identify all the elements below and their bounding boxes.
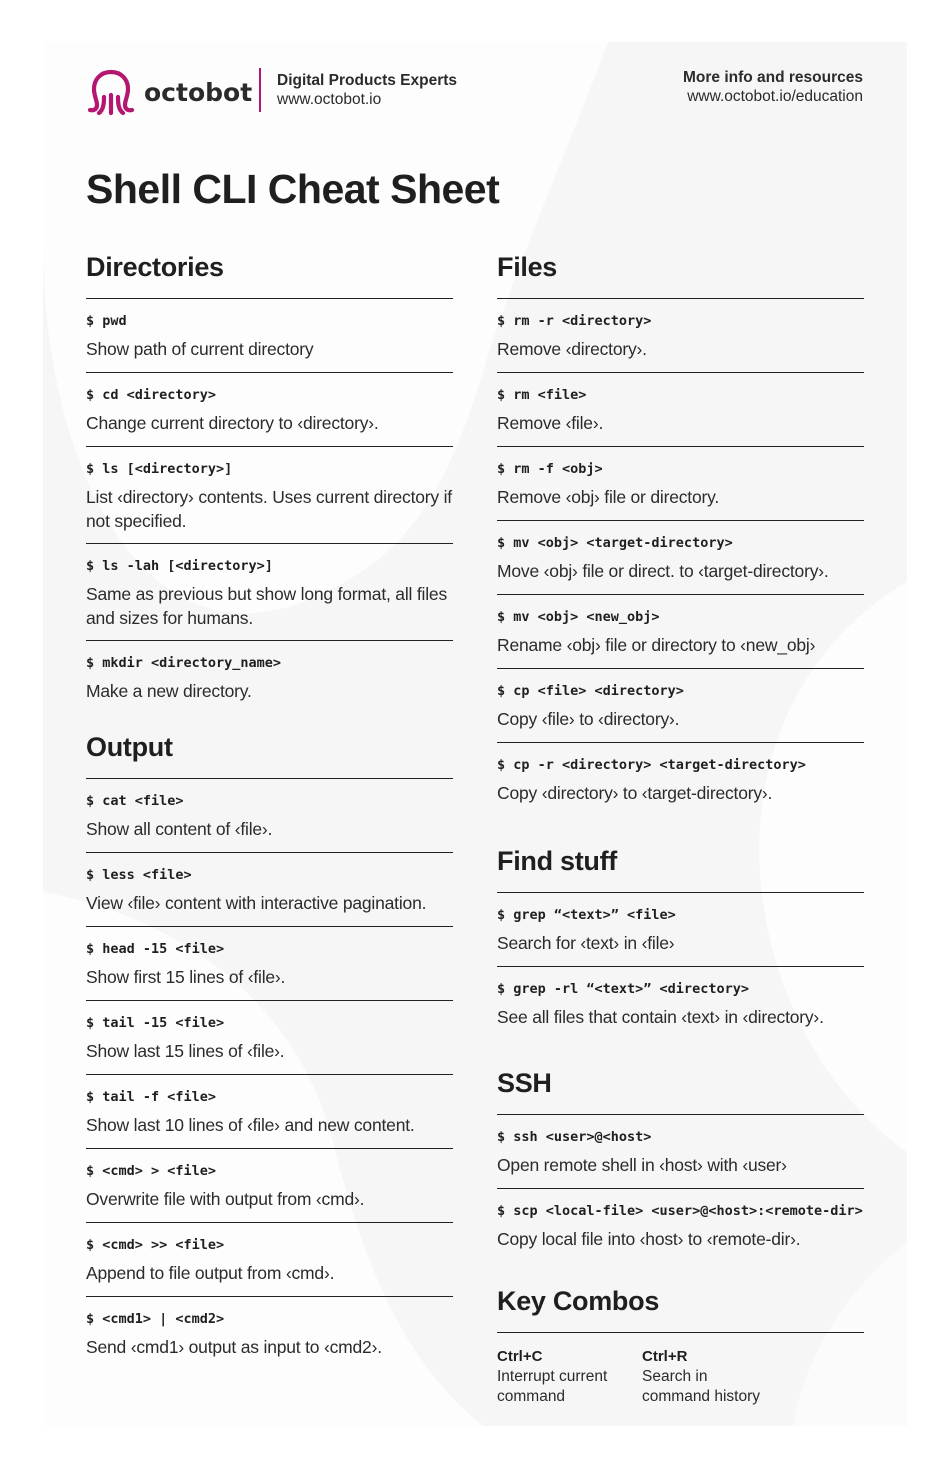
- section-spacer: [497, 1040, 864, 1066]
- section-title-output: Output: [86, 732, 173, 762]
- section-spacer: [497, 1262, 864, 1284]
- command: $ ssh <user>@<host>: [497, 1129, 652, 1145]
- section-spacer: [86, 714, 453, 730]
- list-item: [497, 298, 864, 372]
- description: Make a new directory.: [86, 681, 252, 701]
- list-item: [497, 594, 864, 668]
- description: Show all content of ‹file›.: [86, 819, 273, 839]
- section-title-find: Find stuff: [497, 846, 617, 876]
- list-item: [497, 668, 864, 742]
- command: $ cp <file> <directory>: [497, 683, 684, 699]
- description: Interrupt current command: [497, 1368, 608, 1405]
- description: Overwrite file with output from ‹cmd›.: [86, 1189, 365, 1209]
- list-item: [497, 372, 864, 446]
- description: Same as previous but show long format, all files and sizes for humans.: [86, 584, 447, 628]
- description: Show last 15 lines of ‹file›.: [86, 1041, 285, 1061]
- description: View ‹file› content with interactive pagination.: [86, 893, 427, 913]
- description: Remove ‹directory›.: [497, 339, 647, 359]
- command: $ grep -rl “<text>” <directory>: [497, 981, 749, 997]
- list-item: [497, 446, 864, 520]
- command: $ cd <directory>: [86, 387, 217, 403]
- section-title-key-combos: Key Combos: [497, 1286, 660, 1316]
- description: Open remote shell in ‹host› with ‹user›: [497, 1155, 787, 1175]
- description: Copy local file into ‹host› to ‹remote-dir›.: [497, 1229, 801, 1249]
- command: $ <cmd1> | <cmd2>: [86, 1311, 225, 1327]
- command: $ less <file>: [86, 867, 192, 883]
- list-item: [86, 372, 453, 446]
- octopus-logo-icon: [86, 67, 136, 117]
- list-item: [497, 1114, 864, 1188]
- list-item: [497, 520, 864, 594]
- command: $ <cmd> > <file>: [86, 1163, 217, 1179]
- command: $ grep “<text>” <file>: [497, 907, 676, 923]
- command: $ scp <local-file> <user>@<host>:<remote-dir>: [497, 1203, 863, 1219]
- page-title: Shell CLI Cheat Sheet: [86, 166, 500, 212]
- command: $ cat <file>: [86, 793, 184, 809]
- section-title-files: Files: [497, 252, 558, 282]
- description: Move ‹obj› file or direct. to ‹target-directory›.: [497, 561, 829, 581]
- right-column: [497, 250, 864, 1407]
- section-title-ssh: SSH: [497, 1068, 552, 1098]
- command: $ tail -f <file>: [86, 1089, 217, 1105]
- description: List ‹directory› contents. Uses current directory if not specified.: [86, 487, 452, 531]
- description: Change current directory to ‹directory›.: [86, 413, 379, 433]
- key-combo: Ctrl+C: [497, 1348, 543, 1365]
- command: $ ls -lah [<directory>]: [86, 558, 273, 574]
- command: $ rm <file>: [497, 387, 587, 403]
- command: $ head -15 <file>: [86, 941, 225, 957]
- logo-wordmark: octobot: [144, 77, 253, 107]
- list-item: [86, 298, 453, 372]
- list-item: [86, 1074, 453, 1148]
- section-spacer: [497, 816, 864, 844]
- key-combos-list: [497, 1332, 864, 1407]
- list-item: [86, 1000, 453, 1074]
- more-info-title: More info and resources: [682, 69, 863, 86]
- description: Show path of current directory: [86, 339, 314, 359]
- description: Remove ‹file›.: [497, 413, 604, 433]
- list-item: [86, 1296, 453, 1370]
- left-column: [86, 250, 453, 1370]
- header-divider: [259, 68, 261, 112]
- command: $ tail -15 <file>: [86, 1015, 225, 1031]
- description: Search for ‹text› in ‹file›: [497, 933, 675, 953]
- list-item: [497, 742, 864, 816]
- list-item: [86, 926, 453, 1000]
- description: Search in command history: [642, 1368, 761, 1405]
- list-item: [497, 892, 864, 966]
- description: Rename ‹obj› file or directory to ‹new_obj›: [497, 635, 816, 655]
- list-item: [86, 543, 453, 640]
- description: Show last 10 lines of ‹file› and new content.: [86, 1115, 415, 1135]
- description: Send ‹cmd1› output as input to ‹cmd2›.: [86, 1337, 382, 1357]
- company-url-link[interactable]: www.octobot.io: [277, 91, 382, 108]
- description: Remove ‹obj› file or directory.: [497, 487, 720, 507]
- education-url-link[interactable]: www.octobot.io/education: [687, 88, 863, 105]
- command: $ ls [<directory>]: [86, 461, 233, 477]
- list-item: [497, 966, 864, 1040]
- more-info: [683, 68, 863, 106]
- octobot-logo[interactable]: [86, 66, 252, 118]
- list-item: [86, 778, 453, 852]
- list-item: [86, 1148, 453, 1222]
- command: $ mv <obj> <target-directory>: [497, 535, 733, 551]
- list-item: [86, 446, 453, 543]
- key-combo: Ctrl+R: [642, 1348, 688, 1365]
- description: See all files that contain ‹text› in ‹directory›.: [497, 1007, 824, 1027]
- list-item: [642, 1347, 787, 1407]
- list-item: [86, 852, 453, 926]
- description: Append to file output from ‹cmd›.: [86, 1263, 335, 1283]
- description: Show first 15 lines of ‹file›.: [86, 967, 286, 987]
- command: $ rm -r <directory>: [497, 313, 652, 329]
- command: $ rm -f <obj>: [497, 461, 603, 477]
- description: Copy ‹directory› to ‹target-directory›.: [497, 783, 773, 803]
- command: $ cp -r <directory> <target-directory>: [497, 757, 806, 773]
- section-title-directories: Directories: [86, 252, 224, 282]
- list-item: [497, 1347, 642, 1407]
- company-name: Digital Products Experts: [277, 72, 458, 89]
- command: $ pwd: [86, 313, 127, 329]
- command: $ mv <obj> <new_obj>: [497, 609, 660, 625]
- list-item: [497, 1188, 864, 1262]
- list-item: [86, 1222, 453, 1296]
- company-info: [277, 71, 457, 109]
- description: Copy ‹file› to ‹directory›.: [497, 709, 680, 729]
- list-item: [86, 640, 453, 714]
- command: $ mkdir <directory_name>: [86, 655, 282, 671]
- command: $ <cmd> >> <file>: [86, 1237, 225, 1253]
